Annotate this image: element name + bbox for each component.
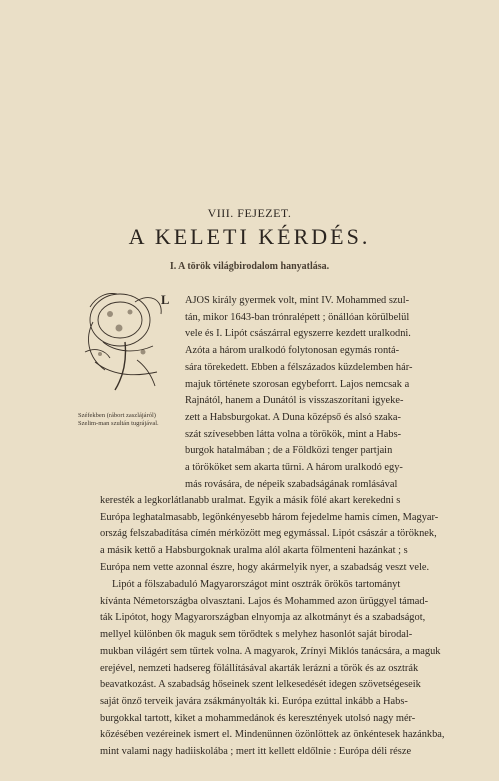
text-line: saját önző terveik javára zsákmányolták ki. Európa ezúttal inkább a Habs- (100, 695, 408, 707)
text-line: mint valami nagy hadiiskolába ; mert itt kellett eldőlnie : Európa déli része (100, 746, 412, 758)
text-line: zett a Habsburgokat. A Duna középső és alsó szaka- (185, 411, 401, 423)
section-subtitle: I. A török világbirodalom hanyatlása. (169, 261, 330, 272)
text-line: Lipót a fölszabaduló Magyarországot mint osztrák örökös tartományt (112, 579, 401, 590)
text-line: AJOS király gyermek volt, mint IV. Mohammed szul- (185, 295, 410, 306)
text-line: ták Lipótot, hogy Magyarországban elnyomja az alkotmányt és a szabadságot, (100, 612, 426, 624)
chapter-title: A KELETI KÉRDÉS. (128, 224, 371, 249)
text-line: beavatkozást. A szabadság hőseinek szent lelkesedését idegen szövetségeseik (100, 679, 421, 691)
text-line: burgok hatalmában ; de a Földközi tenger partjain (185, 445, 393, 457)
text-line: burgokkal tartott, kiket a mohammedánok és keresztények utolsó nagy mér- (100, 712, 416, 724)
ornamental-flag-illustration (75, 282, 170, 394)
text-line: sára törekedett. Ebben a félszázados küzdelemben hár- (185, 361, 413, 373)
text-line: Azóta a három uralkodó folytonosan egymás rontá- (185, 345, 400, 357)
text-line: kőzésében vezéreinek ismert el. Mindenünnen özönlöttek az önkéntesek hazánkba, (100, 729, 445, 741)
paragraph-continuation (100, 493, 439, 577)
text-line: a másik kettő a Habsburgoknak uralma alól akarta fölmenteni hazánkat ; s (100, 545, 408, 557)
text-line: ország felszabadítása címén mérközött meg egymással. Lipót császár a töröknek, (100, 528, 437, 540)
text-line: vele és I. Lipót császárral egyszerre kezdett uralkodni. (185, 328, 411, 340)
text-line: majuk története szorosan egybeforrt. Lajos nemcsak a (185, 378, 410, 390)
text-line: szát szívesebben látta volna a törökök, mint a Habs- (185, 428, 402, 440)
text-line: a törököket sem akarta tűrni. A három uralkodó egy- (185, 462, 403, 474)
text-line: Rajnától, hanem a Dunától is visszaszorítani igyeke- (185, 395, 404, 407)
text-line: mellyel különben ők maguk sem törődtek s melyhez hasonlót saját birodal- (100, 629, 413, 641)
text-line: kívánta Németországba olvasztani. Lajos és Mohammed azon ürüggyel támad- (100, 595, 429, 607)
opening-paragraph (185, 293, 430, 493)
text-line: tán, mikor 1643-ban trónralépett ; önállóan körülbelül (185, 311, 410, 323)
text-line: erejével, nemzeti hadsereg fölállításával akarták lerázni a török és az osztrák (100, 662, 419, 674)
text-line: Európa nem vette azonnal észre, hogy akármelyik nyer, a szabadság veszt vele. (100, 561, 430, 573)
chapter-heading: VIII. FEJEZET. (207, 206, 292, 220)
text-line: más rovására, de népeik szabadságának romlásával (185, 478, 398, 490)
text-line: keresték a legkorlátlanabb uralmat. Egyik a másik fölé akart kerekedni s (100, 495, 401, 506)
text-line: mukban világért sem tűrtek volna. A magyarok, Zrínyi Miklós tanácsára, a maguk (100, 645, 441, 657)
text-line: Európa leghatalmasabb, legönkényesebb három fejedelme hamis címen, Magyar- (100, 511, 439, 523)
figure-caption: Széfekben (rábort zaszlájáról) Szelim-man szultán tugrájával. (78, 412, 159, 427)
second-paragraph (100, 577, 445, 761)
drop-capital: L (161, 293, 170, 307)
